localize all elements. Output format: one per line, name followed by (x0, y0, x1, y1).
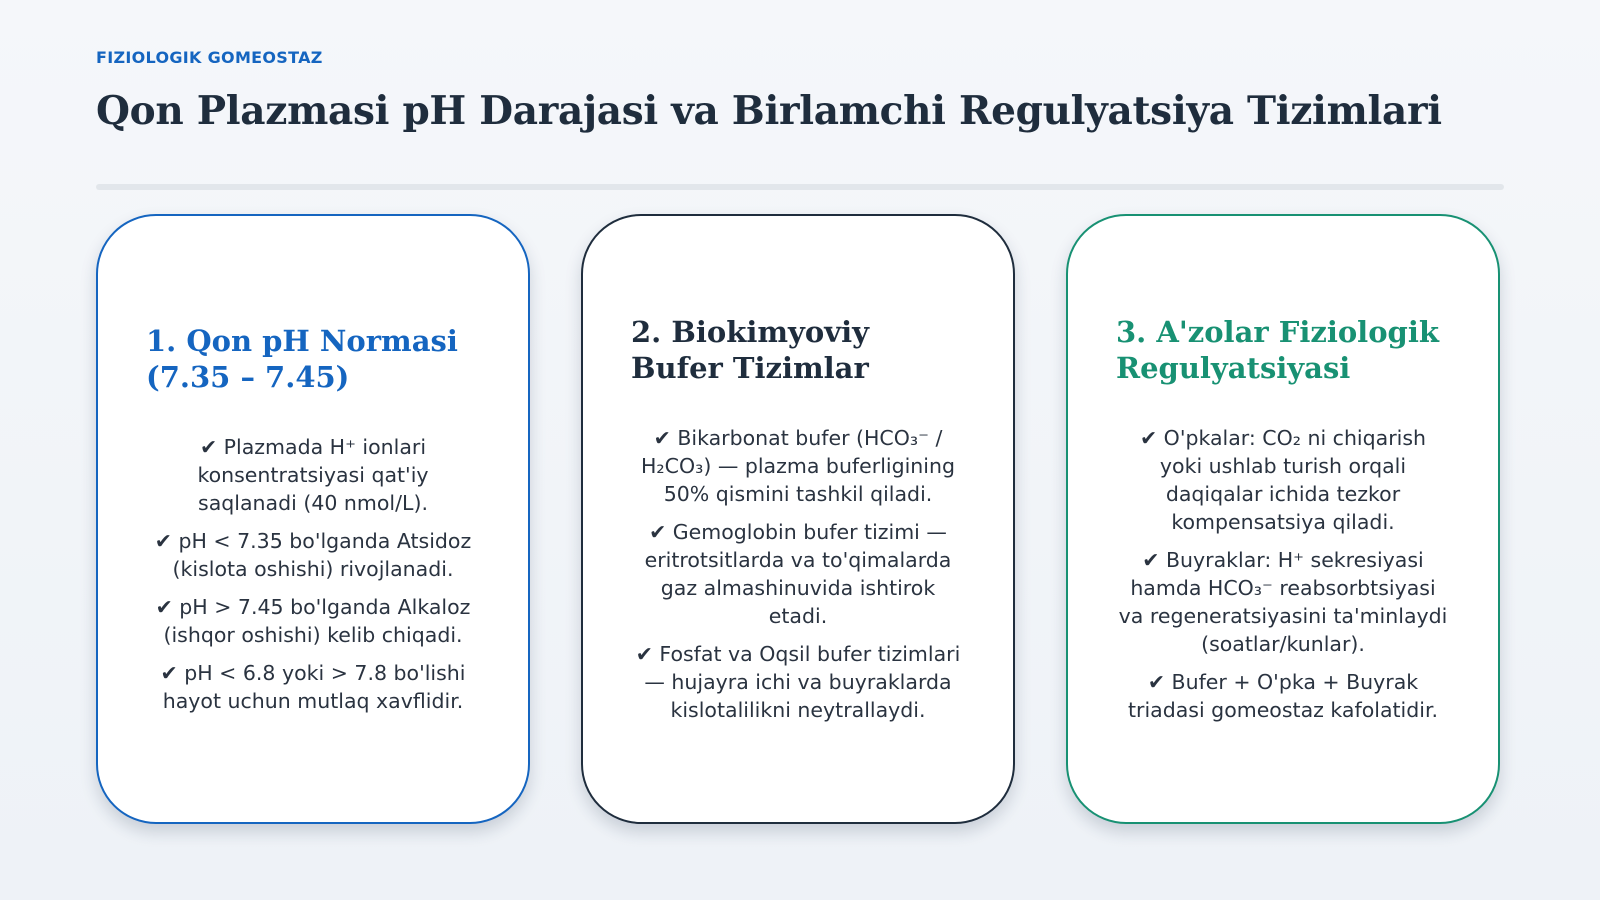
section-label: FIZIOLOGIK GOMEOSTAZ (96, 48, 323, 67)
list-item: ✔ pH > 7.45 bo'lganda Alkaloz (ishqor oshishi) kelib chiqadi. (155, 595, 471, 647)
list-item: ✔ Bufer + O'pka + Buyrak triadasi gomeostaz kafolatidir. (1127, 670, 1439, 722)
card-blood-ph-norm (96, 214, 530, 824)
list-item: ✔ pH < 7.35 bo'lganda Atsidoz (kislota oshishi) rivojlanadi. (154, 529, 472, 581)
card-title: 1. Qon pH Normasi (7.35 – 7.45) (146, 324, 458, 394)
list-item: ✔ Fosfat va Oqsil bufer tizimlari — hujayra ichi va buyraklarda kislotalilikni neytrallaydi. (635, 642, 961, 722)
list-item: ✔ Plazmada H⁺ ionlari konsentratsiyasi qat'iy saqlanadi (40 nmol/L). (197, 435, 429, 515)
list-item: ✔ Buyraklar: H⁺ sekresiyasi hamda HCO₃⁻ reabsorbtsiyasi va regeneratsiyasini ta'minlaydi (soatlar/kunlar). (1118, 548, 1448, 656)
card-items (146, 433, 480, 715)
list-item: ✔ pH < 6.8 yoki > 7.8 bo'lishi hayot uchun mutlaq xavflidir. (160, 661, 466, 713)
card-buffer-systems (581, 214, 1015, 824)
header-divider (96, 184, 1504, 190)
list-item: ✔ Bikarbonat bufer (HCO₃⁻ / H₂CO₃) — plazma buferligining 50% qismini tashkil qiladi. (641, 426, 955, 506)
list-item: ✔ O'pkalar: CO₂ ni chiqarish yoki ushlab turish orqali daqiqalar ichida tezkor kompensatsiya qiladi. (1139, 426, 1427, 534)
list-item: ✔ Gemoglobin bufer tizimi — eritrotsitlarda va to'qimalarda gaz almashinuvida ishtirok etadi. (644, 520, 952, 628)
card-title: 2. Biokimyoviy Bufer Tizimlar (631, 315, 869, 385)
card-items (631, 424, 965, 724)
card-organ-regulation (1066, 214, 1500, 824)
card-title: 3. A'zolar Fiziologik Regulyatsiyasi (1116, 315, 1439, 385)
page-title: Qon Plazmasi pH Darajasi va Birlamchi Regulyatsiya Tizimlari (96, 88, 1442, 134)
card-items (1116, 424, 1450, 724)
